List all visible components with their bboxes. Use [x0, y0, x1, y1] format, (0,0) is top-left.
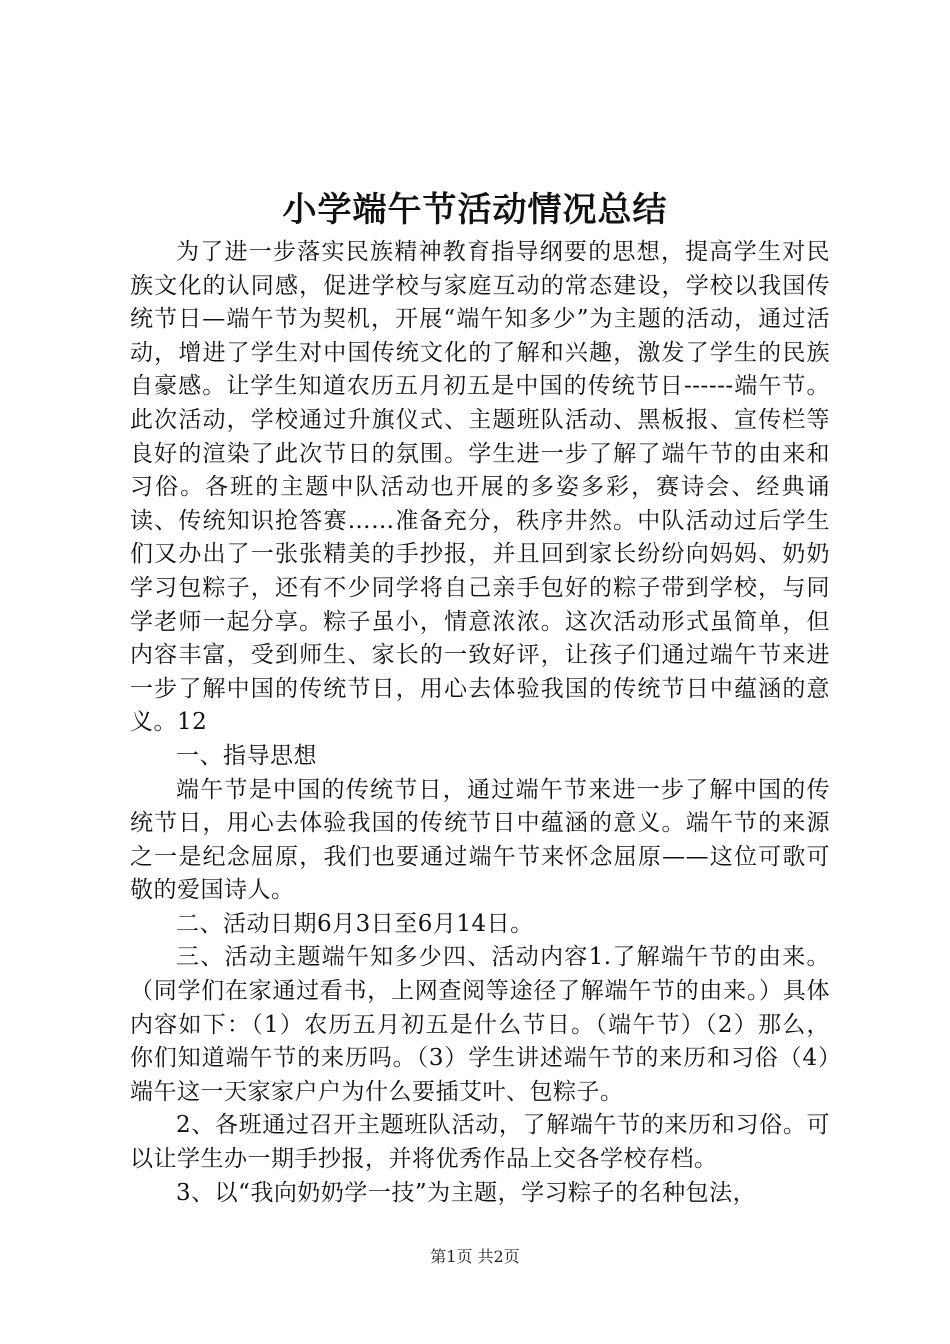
- page-number-footer: 第1页 共2页: [430, 1247, 520, 1266]
- heading-guiding-thought: 一、指导思想: [176, 742, 317, 769]
- paragraph-zongzi-learning: 3、以“我向奶奶学一技”为主题，学习粽子的名种包法，: [176, 1179, 757, 1206]
- paragraph-activity-date: 二、活动日期6月3日至6月14日。: [176, 910, 534, 937]
- paragraph-activity-theme-content: 三、活动主题端午知多少四、活动内容1.了解端午节的由来。（同学们在家通过看书，上网查阅等途径了解端午节的由来。）具体内容如下：（1）农历五月初五是什么节日。（端午节）（2）那么，你们知道端午节的来历吗。（3）学生讲述端午节的来历和习俗（4）端午这一天家家户户为什么要插艾叶、包粽子。: [130, 944, 830, 1105]
- document-body: [130, 236, 830, 1210]
- document-title: 小学端午节活动情况总结: [282, 190, 668, 230]
- paragraph-guiding-thought: 端午节是中国的传统节日，通过端午节来进一步了解中国的传统节日，用心去体验我国的传统节日中蕴涵的意义。端午节的来源之一是纪念屈原，我们也要通过端午节来怀念屈原——这位可歌可敬的爱国诗人。: [130, 776, 830, 904]
- paragraph-intro: 为了进一步落实民族精神教育指导纲要的思想，提高学生对民族文化的认同感，促进学校与家庭互动的常态建设，学校以我国传统节日—端午节为契机，开展“端午知多少”为主题的活动，通过活动，增进了学生对中国传统文化的了解和兴趣，激发了学生的民族自豪感。让学生知道农历五月初五是中国的传统节日------端午节。此次活动，学校通过升旗仪式、主题班队活动、黑板报、宣传栏等良好的渲染了此次节日的氛围。学生进一步了解了端午节的由来和习俗。各班的主题中队活动也开展的多姿多彩，赛诗会、经典诵读、传统知识抢答赛……准备充分，秩序井然。中队活动过后学生们又办出了一张张精美的手抄报，并且回到家长纷纷向妈妈、奶奶学习包粽子，还有不少同学将自己亲手包好的粽子带到学校，与同学老师一起分享。粽子虽小，情意浓浓。这次活动形式虽简单，但内容丰富，受到师生、家长的一致好评，让孩子们通过端午节来进一步了解中国的传统节日，用心去体验我国的传统节日中蕴涵的意义。12: [130, 239, 830, 736]
- paragraph-class-activity: 2、各班通过召开主题班队活动，了解端午节的来历和习俗。可以让学生办一期手抄报，并将优秀作品上交各学校存档。: [130, 1112, 830, 1173]
